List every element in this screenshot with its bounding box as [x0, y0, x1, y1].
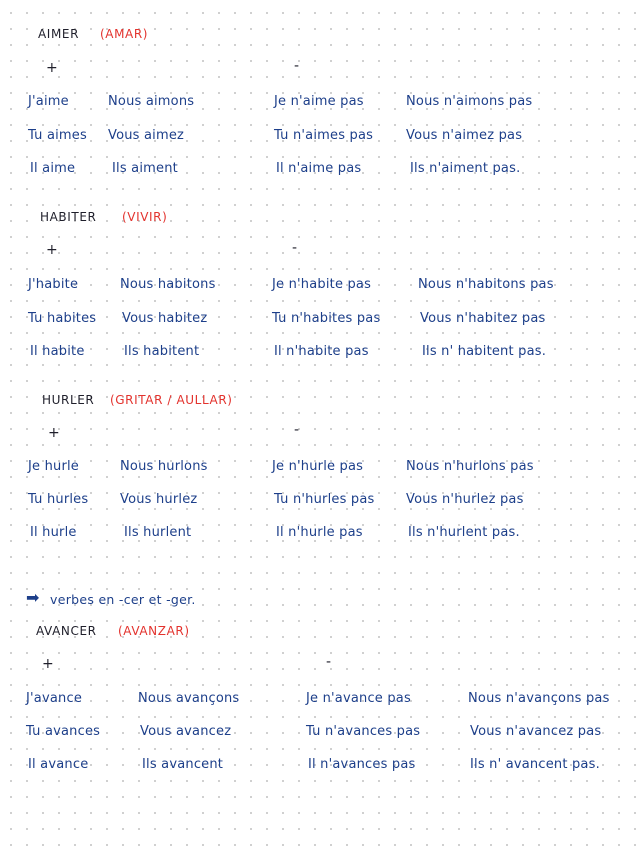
conjugation: Je hurle — [28, 459, 79, 474]
grammar-note: verbes en -cer et -ger. — [50, 592, 196, 607]
negative-conjugation: Il n'habite pas — [274, 344, 369, 359]
conjugation: Ils hurlent — [124, 525, 192, 540]
negative-conjugation: Ils n' habitent pas. — [422, 344, 547, 359]
conjugation: J'habite — [28, 277, 79, 292]
negative-conjugation: Tu n'aimes pas — [274, 128, 374, 143]
negative-conjugation: Il n'aime pas — [276, 161, 362, 176]
verb-title: AVANCER — [36, 624, 97, 638]
verb-translation: (AMAR) — [100, 27, 149, 41]
negative-conjugation: Tu n'habites pas — [272, 311, 381, 326]
negative-conjugation: Nous n'habitons pas — [418, 277, 554, 292]
negative-conjugation: Ils n'aiment pas. — [410, 161, 521, 176]
arrow-icon: ➡ — [26, 588, 40, 607]
conjugation: Nous habitons — [120, 277, 216, 292]
affirmative-sign: + — [42, 656, 55, 672]
conjugation: Ils aiment — [112, 161, 178, 176]
negative-conjugation: Je n'hurle pas — [272, 459, 364, 474]
verb-translation: (GRITAR / AULLAR) — [110, 393, 233, 407]
negative-conjugation: Je n'aime pas — [274, 94, 364, 109]
negative-conjugation: Tu n'hurles pas — [274, 492, 375, 507]
conjugation: Il habite — [30, 344, 85, 359]
conjugation: Nous aimons — [108, 94, 195, 109]
conjugation: Nous avançons — [138, 691, 240, 706]
conjugation: Il avance — [28, 757, 89, 772]
conjugation: J'aime — [28, 94, 69, 109]
negative-conjugation: Nous n'avançons pas — [468, 691, 610, 706]
negative-conjugation: Vous n'hurlez pas — [406, 492, 524, 507]
negative-conjugation: Je n'avance pas — [306, 691, 411, 706]
negative-conjugation: Vous n'aimez pas — [406, 128, 523, 143]
conjugation: Vous avancez — [140, 724, 232, 739]
verb-title: AIMER — [38, 27, 80, 41]
negative-conjugation: Tu n'avances pas — [306, 724, 421, 739]
verb-translation: (AVANZAR) — [118, 624, 190, 638]
conjugation: Tu avances — [26, 724, 101, 739]
conjugation: Ils avancent — [142, 757, 224, 772]
conjugation: Vous hurlez — [120, 492, 198, 507]
conjugation: Tu aimes — [28, 128, 87, 143]
verb-title: HURLER — [42, 393, 95, 407]
negative-sign: - — [294, 58, 300, 74]
conjugation: Vous aimez — [108, 128, 185, 143]
negative-conjugation: Vous n'habitez pas — [420, 311, 546, 326]
conjugation: Tu habites — [28, 311, 97, 326]
conjugation: Tu hurles — [28, 492, 89, 507]
negative-conjugation: Il n'avances pas — [308, 757, 416, 772]
negative-sign: - — [294, 422, 300, 438]
affirmative-sign: + — [46, 242, 59, 258]
conjugation: Il hurle — [30, 525, 77, 540]
conjugation: Il aime — [30, 161, 76, 176]
conjugation: Nous hurlons — [120, 459, 208, 474]
negative-conjugation: Nous n'hurlons pas — [406, 459, 534, 474]
negative-conjugation: Vous n'avancez pas — [470, 724, 602, 739]
verb-translation: (VIVIR) — [122, 210, 168, 224]
negative-conjugation: Ils n' avancent pas. — [470, 757, 600, 772]
affirmative-sign: + — [46, 60, 59, 76]
conjugation: J'avance — [26, 691, 83, 706]
conjugation: Vous habitez — [122, 311, 208, 326]
negative-conjugation: Ils n'hurlent pas. — [408, 525, 520, 540]
negative-sign: - — [326, 654, 332, 670]
conjugation: Ils habitent — [124, 344, 200, 359]
negative-conjugation: Je n'habite pas — [272, 277, 372, 292]
verb-title: HABITER — [40, 210, 97, 224]
negative-sign: - — [292, 240, 298, 256]
negative-conjugation: Nous n'aimons pas — [406, 94, 533, 109]
affirmative-sign: + — [48, 425, 61, 441]
negative-conjugation: Il n'hurle pas — [276, 525, 363, 540]
